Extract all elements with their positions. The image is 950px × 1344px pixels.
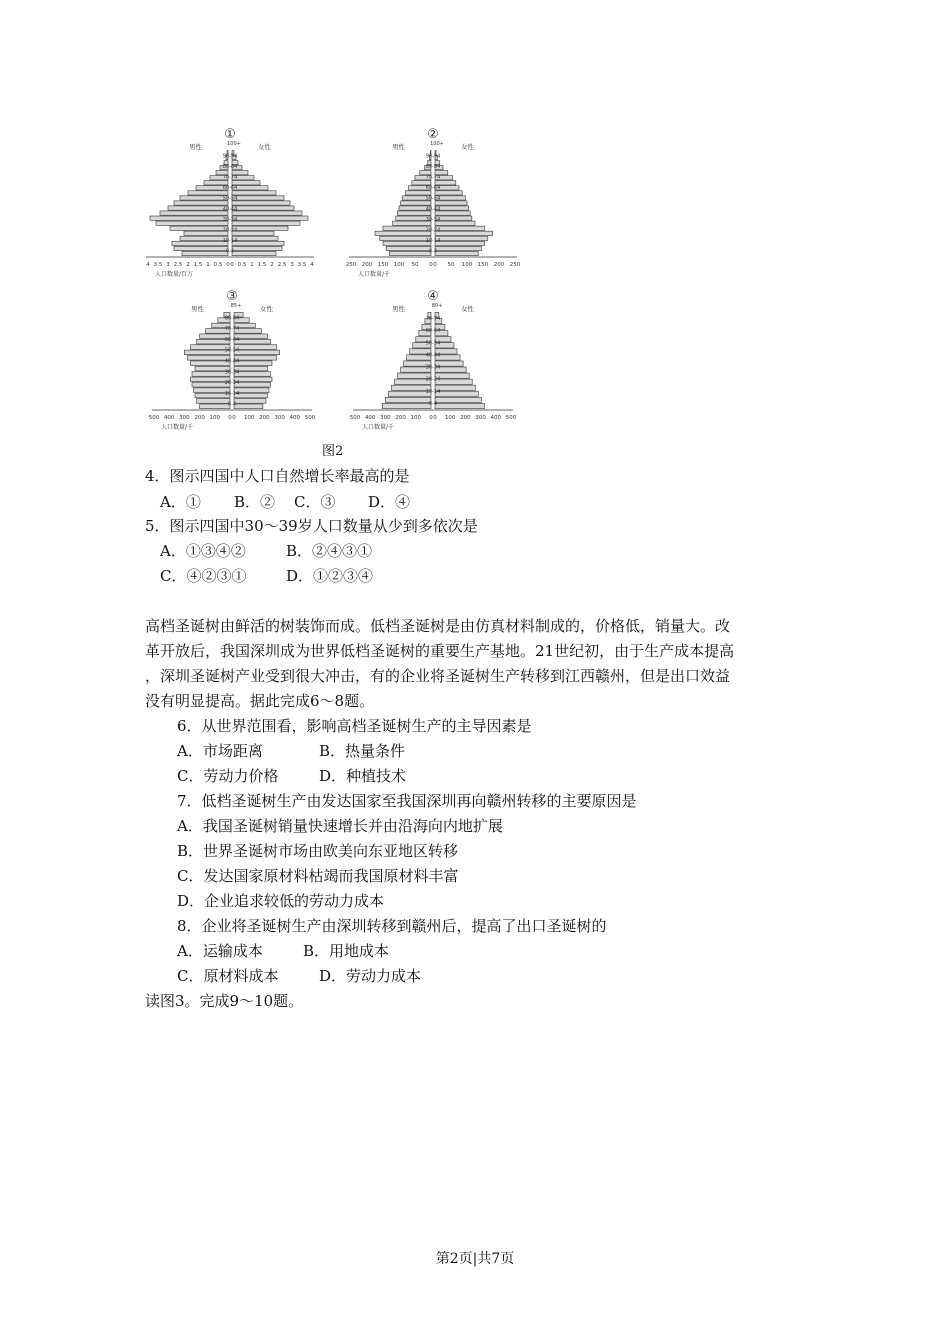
read-figure-3: 读图3。完成9～10题。 <box>145 992 304 1010</box>
pyramid-3-male-bar <box>187 356 230 361</box>
pyramid-3-tick-label: 300 <box>274 415 285 421</box>
pyramid-1-male-bar <box>180 236 228 240</box>
q8-stem: 8．企业将圣诞树生产由深圳转移到赣州后，提高了出口圣诞树的 <box>177 917 607 935</box>
pyramid-3-female-bar <box>234 350 280 355</box>
pyramid-4-age-label: 40-44 <box>425 352 441 359</box>
pyramid-1-top-age-label: 100+ <box>227 141 241 147</box>
pyramid-2-male-bar <box>380 236 431 240</box>
pyramid-1-female-bar <box>232 206 294 210</box>
pyramid-2-female-bar <box>435 231 493 235</box>
q6-option-b[interactable]: B．热量条件 <box>319 742 406 760</box>
pyramid-3-age-label: 20-24 <box>224 380 240 387</box>
passage-line-2: 革开放后，我国深圳成为世界低档圣诞树的重要生产基地。21世纪初，由于生产成本提高 <box>145 642 735 660</box>
q5-option-d[interactable]: D．①②③④ <box>286 567 374 585</box>
pyramid-3-tick-label: 100 <box>209 415 221 421</box>
pyramid-2-age-label: 90-94 <box>425 153 441 160</box>
pyramid-2-age-label: 40-44 <box>425 206 441 213</box>
pyramid-4-female-bar <box>435 385 475 390</box>
q7-option-a[interactable]: A．我国圣诞树销量快速增长并由沿海向内地扩展 <box>177 817 503 835</box>
pyramid-2-age-label: 0-4 <box>428 248 438 255</box>
pyramid-4-top-age-label: 80+ <box>431 303 443 309</box>
pyramids-svg <box>140 122 540 442</box>
pyramid-1-age-label: 40-44 <box>222 206 238 213</box>
pyramid-4-age-label: 10-14 <box>425 388 441 395</box>
pyramid-1-tick-label: 2 <box>186 262 190 268</box>
q7-option-d[interactable]: D．企业追求较低的劳动力成本 <box>177 892 385 910</box>
pyramid-1-male-bar <box>174 201 228 205</box>
pyramid-2-male-bar <box>375 231 431 235</box>
pyramid-1-female-bar <box>232 196 284 200</box>
pyramid-1-male-bar <box>182 251 228 255</box>
pyramid-1-age-label: 30-34 <box>222 216 238 223</box>
pyramid-4-male-bar <box>388 391 431 396</box>
pyramid-4-age-label: 0-4 <box>428 400 438 407</box>
pyramid-2-female-bar <box>435 211 470 215</box>
pyramid-1-number: ① <box>224 127 236 142</box>
q6-stem: 6．从世界范围看，影响高档圣诞树生产的主导因素是 <box>177 717 532 735</box>
pyramid-3-age-label: 40-44 <box>224 358 240 365</box>
pyramid-3-female-bar <box>234 382 270 387</box>
pyramid-1-age-label: 90-94 <box>222 153 238 160</box>
pyramid-4-tick-label: 0 <box>433 415 437 421</box>
pyramid-3-age-label: 60-64 <box>224 336 240 343</box>
pyramid-4-female-bar <box>435 403 484 408</box>
pyramid-4-age-label: 60-64 <box>425 328 441 335</box>
pyramid-2-tick-label: 250 <box>509 262 521 268</box>
pyramid-1-tick-label: 0 <box>226 262 230 268</box>
pyramid-1-female-bar <box>232 246 282 250</box>
pyramid-1-male-bar <box>188 191 228 195</box>
figure-caption: 图2 <box>322 444 344 459</box>
pyramid-4-tick-label: 300 <box>475 415 486 421</box>
pyramid-2-tick-label: 150 <box>477 262 489 268</box>
pyramid-1-unit-label: 人口数量/百万 <box>155 271 194 278</box>
pyramid-3-female-bar <box>234 399 266 404</box>
pyramid-3-number: ③ <box>226 289 238 304</box>
q8-option-c[interactable]: C．原材料成本 <box>177 967 279 985</box>
pyramid-3-female-bar <box>234 377 272 382</box>
q4-stem: 4．图示四国中人口自然增长率最高的是 <box>145 467 410 485</box>
pyramid-1-tick-label: 1.5 <box>257 262 267 268</box>
pyramid-2-female-bar <box>435 191 462 195</box>
pyramid-2-age-label: 10-14 <box>425 238 441 245</box>
pyramid-1-female-label: 女性 <box>258 143 271 151</box>
pyramid-3-age-label: 0-4 <box>227 401 237 408</box>
passage-line-4: 没有明显提高。据此完成6～8题。 <box>145 692 375 710</box>
pyramid-4-female-bar <box>435 391 478 396</box>
pyramid-4-age-label: 30-34 <box>425 364 441 371</box>
pyramid-1-tick-label: 2.5 <box>277 262 287 268</box>
pyramid-1-female-bar <box>232 216 308 220</box>
pyramid-4-tick-label: 200 <box>460 415 471 421</box>
pyramid-1-female-bar <box>232 221 300 225</box>
pyramid-1-tick-label: 4 <box>310 262 314 268</box>
pyramid-3-female-bar <box>234 404 263 409</box>
pyramid-3-tick-label: 400 <box>289 415 301 421</box>
pyramid-2-tick-label: 200 <box>361 262 373 268</box>
pyramid-1-male-bar <box>156 221 228 225</box>
pyramid-3-unit-label: 人口数量/千 <box>161 424 194 431</box>
q6-option-d[interactable]: D．种植技术 <box>319 767 407 785</box>
pyramid-1-tick-label: 4 <box>146 262 150 268</box>
pyramid-1-female-bar <box>232 191 276 195</box>
pyramid-4-tick-label: 100 <box>410 415 422 421</box>
pyramid-3-top-age-label: 85+ <box>230 303 242 309</box>
pyramid-3-age-label: 10-14 <box>224 390 240 397</box>
pyramid-2-age-label: 30-34 <box>425 216 441 223</box>
q6-option-c[interactable]: C．劳动力价格 <box>177 767 279 785</box>
pyramid-2-tick-label: 100 <box>461 262 473 268</box>
pyramid-4-tick-label: 500 <box>505 415 517 421</box>
pyramid-2-age-label: 50-54 <box>425 195 441 202</box>
pyramid-4-tick-label: 400 <box>364 415 376 421</box>
pyramid-1-tick-label: 0.5 <box>237 262 247 268</box>
population-pyramids-figure <box>140 122 540 462</box>
pyramid-1-age-label: 10-14 <box>222 238 238 245</box>
pyramid-1-tick-label: 0.5 <box>213 262 223 268</box>
pyramid-1-tick-label: 0 <box>230 262 234 268</box>
pyramid-2-tick-label: 250 <box>345 262 357 268</box>
pyramid-2-female-bar <box>435 236 488 240</box>
pyramid-4-male-bar <box>382 403 431 408</box>
pyramid-4-male-bar <box>385 397 431 402</box>
pyramid-1-tick-label: 1 <box>206 262 210 268</box>
pyramid-4-female-bar <box>435 379 472 384</box>
pyramid-2-female-bar <box>435 246 481 250</box>
pyramid-3-tick-label: 400 <box>163 415 175 421</box>
pyramid-1-tick-label: 2.5 <box>173 262 183 268</box>
pyramid-4-number: ④ <box>427 289 439 304</box>
page-footer: 第2页|共7页 <box>435 1251 515 1267</box>
pyramid-3-tick-label: 200 <box>259 415 270 421</box>
pyramid-3-age-label: 30-34 <box>224 369 240 376</box>
pyramid-4-tick-label: 400 <box>490 415 502 421</box>
pyramid-2-tick-label: 150 <box>377 262 389 268</box>
pyramid-2-female-bar <box>435 216 472 220</box>
q5-option-a[interactable]: A．①③④② <box>160 542 246 560</box>
q4-option-c[interactable]: C．③ <box>294 493 336 511</box>
pyramid-1-female-bar <box>232 236 278 240</box>
q8-options-row1 <box>177 941 389 961</box>
q5-option-b[interactable]: B．②④③① <box>286 542 373 560</box>
q8-option-a[interactable]: A．运输成本 <box>177 942 263 960</box>
pyramid-2-tick-label: 0 <box>433 262 437 268</box>
pyramid-2-age-label: 80-84 <box>425 163 441 170</box>
q5-option-c[interactable]: C．④②③① <box>160 567 247 585</box>
pyramid-2-tick-label: 50 <box>447 262 455 268</box>
pyramid-3-tick-label: 200 <box>194 415 205 421</box>
pyramid-4-tick-label: 100 <box>444 415 456 421</box>
pyramid-1-tick-label: 3.5 <box>297 262 307 268</box>
pyramid-1-tick-label: 1.5 <box>193 262 203 268</box>
q5-stem: 5．图示四国中30～39岁人口数量从少到多依次是 <box>145 517 478 535</box>
q5-options-row1 <box>160 541 372 561</box>
pyramid-1-female-bar <box>232 201 290 205</box>
pyramid-1-male-bar <box>150 216 228 220</box>
pyramid-1-female-bar <box>232 226 288 230</box>
pyramid-1-tick-label: 2 <box>270 262 274 268</box>
passage-line-1: 高档圣诞树由鲜活的树装饰而成。低档圣诞树是由仿真材料制成的，价格低，销量大。改 <box>145 617 731 635</box>
pyramid-3-tick-label: 300 <box>179 415 190 421</box>
q7-option-c[interactable]: C．发达国家原材料枯竭而我国原材料丰富 <box>177 867 459 885</box>
pyramid-1-male-bar <box>174 246 228 250</box>
q6-options-row1 <box>177 741 405 761</box>
pyramid-4-age-label: 70-74 <box>425 316 441 323</box>
q8-option-b[interactable]: B．用地成本 <box>303 942 390 960</box>
pyramid-1-male-bar <box>184 231 228 235</box>
pyramid-3-tick-label: 500 <box>148 415 160 421</box>
pyramid-1-tick-label: 3 <box>166 262 170 268</box>
pyramid-2-male-bar <box>386 246 431 250</box>
pyramid-2-male-bar <box>389 251 431 255</box>
pyramid-1-age-label: 80-84 <box>222 163 238 170</box>
pyramid-1-male-bar <box>168 206 228 210</box>
pyramid-1-age-label: 60-64 <box>222 185 238 192</box>
pyramid-1-female-bar <box>232 231 274 235</box>
pyramid-2-age-label: 70-74 <box>425 174 441 181</box>
q4-option-a[interactable]: A．① <box>160 493 201 511</box>
q7-option-b[interactable]: B．世界圣诞树市场由欧美向东亚地区转移 <box>177 842 459 860</box>
q8-option-d[interactable]: D．劳动力成本 <box>319 967 422 985</box>
q6-options-row2 <box>177 766 406 786</box>
pyramid-4-age-label: 20-24 <box>425 376 441 383</box>
pyramid-3-female-bar <box>234 339 270 344</box>
pyramid-2-female-label: 女性 <box>461 143 474 151</box>
pyramid-2-tick-label: 0 <box>429 262 433 268</box>
pyramid-2-female-bar <box>435 251 478 255</box>
pyramid-1-male-bar <box>180 196 228 200</box>
pyramid-4-age-label: 50-54 <box>425 340 441 347</box>
pyramid-1-male-bar <box>170 226 228 230</box>
pyramid-2-male-label: 男性 <box>392 143 405 151</box>
pyramid-3-male-bar <box>184 350 230 355</box>
pyramid-1-age-label: 0-4 <box>225 248 235 255</box>
q6-option-a[interactable]: A．市场距离 <box>177 742 263 760</box>
q5-options-row2 <box>160 566 373 586</box>
pyramid-1-male-label: 男性 <box>189 143 202 151</box>
pyramid-4-tick-label: 500 <box>349 415 361 421</box>
pyramid-4-tick-label: 200 <box>395 415 406 421</box>
q4-option-b[interactable]: B．② <box>234 493 276 511</box>
pyramid-2-female-bar <box>435 226 485 230</box>
pyramid-2-tick-label: 100 <box>393 262 405 268</box>
pyramid-3-tick-label: 0 <box>232 415 236 421</box>
pyramid-1-tick-label: 3 <box>290 262 294 268</box>
pyramid-1-female-bar <box>232 241 284 245</box>
pyramid-3-female-bar <box>234 361 272 366</box>
pyramid-1-age-label: 70-74 <box>222 174 238 181</box>
pyramid-2-top-age-label: 100+ <box>430 141 444 147</box>
q7-stem: 7．低档圣诞树生产由发达国家至我国深圳再向赣州转移的主要原因是 <box>177 792 637 810</box>
pyramid-3-tick-label: 0 <box>228 415 232 421</box>
pyramid-3-female-bar <box>234 372 270 377</box>
pyramid-3-male-bar <box>200 404 230 409</box>
pyramid-3-tick-label: 100 <box>243 415 255 421</box>
pyramid-1-tick-label: 1 <box>250 262 254 268</box>
pyramid-1-female-bar <box>232 251 276 255</box>
pyramid-3-female-bar <box>234 345 277 350</box>
pyramid-4-unit-label: 人口数量/千 <box>362 424 395 431</box>
pyramid-1-female-bar <box>232 211 302 215</box>
pyramid-2-tick-label: 50 <box>411 262 419 268</box>
pyramid-2-male-bar <box>383 241 431 245</box>
pyramid-1-male-bar <box>172 241 228 245</box>
pyramid-4-male-label: 男性 <box>392 305 405 313</box>
pyramid-1-female-bar <box>232 186 268 190</box>
pyramid-1-male-bar <box>160 211 228 215</box>
pyramid-3-age-label: 50-54 <box>224 347 240 354</box>
q8-options-row2 <box>177 966 421 986</box>
pyramid-1-age-label: 50-54 <box>222 195 238 202</box>
pyramid-4-female-label: 女性 <box>461 305 474 313</box>
pyramid-1-tick-label: 3.5 <box>153 262 163 268</box>
pyramid-1-age-label: 20-24 <box>222 227 238 234</box>
pyramid-2-tick-label: 200 <box>493 262 505 268</box>
pyramid-2-female-bar <box>435 221 475 225</box>
pyramid-2-age-label: 60-64 <box>425 185 441 192</box>
pyramid-2-male-bar <box>383 226 431 230</box>
pyramid-2-number: ② <box>427 127 439 142</box>
pyramid-3-female-label: 女性 <box>260 305 273 313</box>
pyramid-2-age-label: 20-24 <box>425 227 441 234</box>
pyramid-4-female-bar <box>435 397 481 402</box>
passage-line-3: ，深圳圣诞树产业受到很大冲击，有的企业将圣诞树生产转移到江西赣州，但是出口效益 <box>145 667 731 685</box>
pyramid-3-male-label: 男性 <box>191 305 204 313</box>
pyramid-2-female-bar <box>435 241 485 245</box>
pyramid-3-male-bar <box>197 399 230 404</box>
pyramid-3-tick-label: 500 <box>304 415 316 421</box>
pyramid-3-age-label: 80-84 <box>224 315 240 322</box>
pyramid-4-tick-label: 300 <box>380 415 391 421</box>
q4-option-d[interactable]: D．④ <box>368 493 411 511</box>
pyramid-3-female-bar <box>234 356 277 361</box>
pyramid-2-unit-label: 人口数量/千 <box>358 271 391 278</box>
pyramid-2-male-bar <box>405 191 431 195</box>
q4-options <box>160 492 410 512</box>
pyramid-4-tick-label: 0 <box>429 415 433 421</box>
pyramid-3-age-label: 70-74 <box>224 326 240 333</box>
